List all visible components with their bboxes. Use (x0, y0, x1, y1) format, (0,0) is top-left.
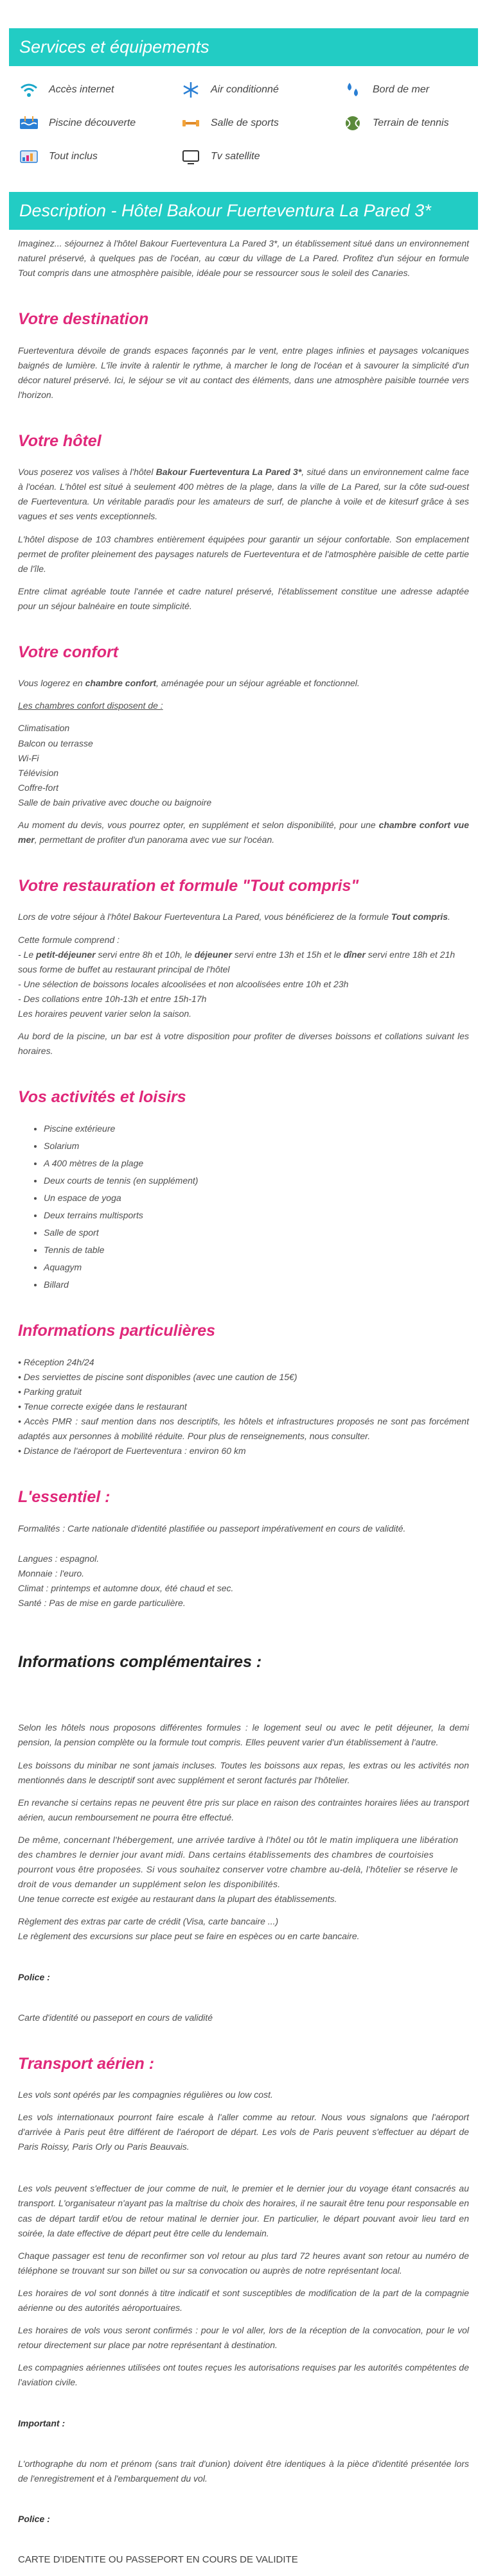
service-label: Tout inclus (49, 151, 98, 162)
page (0, 28, 487, 2568)
list-item: • Des serviettes de piscine sont disponibles (avec une caution de 15€) (18, 1371, 297, 1382)
all-inclusive-icon (18, 147, 40, 166)
complementary-p2: Les boissons du minibar ne sont jamais incluses. Toutes les boissons aux repas, les extras ou les activités non mentionnés dans le descriptif sont avec supplément et seront facturés par l'hôtelier. (18, 1759, 469, 1785)
comfort-feature: Climatisation (18, 723, 70, 734)
transport-p4: Chaque passager est tenu de reconfirmer son vol retour au plus tard 72 heures avant son retour au numéro de téléphone se trouvant sur son billet ou sur sa convocation ou auprès de notre représentant local. (18, 2250, 469, 2276)
pool-icon (18, 114, 40, 133)
snowflake-icon (180, 80, 202, 99)
formula-title: Cette formule comprend : (18, 934, 120, 945)
hotel-paragraph-2: L'hôtel dispose de 103 chambres entièrement équipées pour garantir un séjour confortable. Son emplacement permet de profiter pleinement des paysages naturels de Fuerteventura et de l'atmosphère paisible de cette partie de l'île. (18, 533, 469, 574)
comfort-feature: Wi-Fi (18, 752, 39, 763)
transport-p7: Les compagnies aériennes utilisées ont toutes reçues les autorisations requises par les autorités compétentes de l'aviation civile. (18, 2362, 469, 2388)
hotel-heading: Votre hôtel (18, 431, 102, 450)
activities-list (18, 1121, 469, 1293)
services-grid (9, 66, 478, 192)
list-item: • Solarium (44, 1139, 469, 1154)
service-label: Tv satellite (211, 151, 260, 162)
list-item: • Piscine extérieure (44, 1121, 469, 1136)
payment-line: Règlement des extras par carte de crédit (Visa, carte bancaire ...) (18, 1916, 279, 1927)
comfort-intro: Vous logerez en chambre confort, aménagée pour un séjour agréable et fonctionnel. (18, 678, 360, 689)
list-item: • Deux courts de tennis (en supplément) (44, 1173, 469, 1188)
service-label: Piscine découverte (49, 117, 136, 128)
description-content (9, 230, 478, 2568)
service-item (342, 114, 487, 133)
list-item: • A 400 mètres de la plage (44, 1156, 469, 1171)
police-label-2: Police : (18, 2513, 50, 2524)
list-item: • Tennis de table (44, 1243, 469, 1258)
comfort-heading: Votre confort (18, 643, 119, 661)
payment-line: Le règlement des excursions sur place peut se faire en espèces ou en carte bancaire. (18, 1931, 360, 1942)
restauration-heading: Votre restauration et formule "Tout compris" (18, 877, 359, 895)
comfort-upgrade: Au moment du devis, vous pourrez opter, en supplément et selon disponibilité, pour une chambre confort vue mer, permettant de profiter d'un panorama avec vue sur l'océan. (18, 820, 469, 845)
service-item (342, 80, 487, 99)
restauration-intro: Lors de votre séjour à l'hôtel Bakour Fuerteventura La Pared, vous bénéficierez de la formule Tout compris. (18, 912, 450, 922)
service-label: Bord de mer (373, 84, 430, 95)
destination-paragraph: Fuerteventura dévoile de grands espaces façonnés par le vent, entre plages infinies et paysages volcaniques baignés de lumière. L'île invite à ralentir le rythme, à marcher le long de l'océan et à savourer la simplicité d'un décor naturel préservé. Ici, le séjour se vit au contact des éléments, dans une atmosphère paisible tournée vers l'horizon. (18, 345, 469, 400)
list-item: Langues : espagnol. (18, 1553, 100, 1564)
tennis-ball-icon (342, 114, 364, 133)
bar-paragraph: Au bord de la piscine, un bar est à votre disposition pour profiter de diverses boissons et collations suivant les horaires. (18, 1031, 469, 1057)
transport-p3: Les vols peuvent s'effectuer de jour comme de nuit, le premier et le dernier jour du voyage étant consacrés au transport. L'organisateur n'ayant pas la maîtrise du choix des horaires, il ne saurait être tenu pour responsable en cas de départ tardif et/ou de retour matinal le dernier jour. En particulier, le départ pouvant avoir lieu tard en soirée, la date effective de départ peut être celle du lendemain. (18, 2183, 469, 2238)
list-item: • Deux terrains multisports (44, 1208, 469, 1223)
payment-block (18, 1914, 469, 1944)
activities-heading: Vos activités et loisirs (18, 1088, 186, 1107)
comfort-feature: Salle de bain privative avec douche ou baignoire (18, 797, 212, 808)
comfort-list-title: Les chambres confort disposent de : (18, 700, 163, 711)
transport-p5: Les horaires de vol sont donnés à titre indicatif et sont susceptibles de modification de la part de la compagnie aérienne ou des autorités aéroportuaires. (18, 2287, 469, 2313)
important-label: Important : (18, 2417, 66, 2428)
list-item: Climat : printemps et automne doux, été chaud et sec. (18, 1582, 234, 1593)
comfort-feature: Balcon ou terrasse (18, 738, 93, 748)
list-item: • Parking gratuit (18, 1386, 82, 1397)
formula-line: Les horaires peuvent varier selon la saison. (18, 1008, 192, 1019)
essential-heading: L'essentiel : (18, 1488, 111, 1507)
transport-p6: Les horaires de vols vous seront confirmés : pour le vol aller, lors de la réception de la convocation, pour le vol retour directement sur place par notre représentant à destination. (18, 2325, 469, 2351)
list-item: • Distance de l'aéroport de Fuerteventura : environ 60 km (18, 1446, 246, 1457)
transport-p2: Les vols internationaux pourront faire escale à l'aller comme au retour. Nous vous signalons que l'aéroport d'arrivée à Paris peut être différent de l'aéroport de départ. Les vols de Paris peuvent s'effectuer au départ de Paris Roissy, Paris Orly ou Paris Beauvais. (18, 2112, 469, 2152)
destination-heading: Votre destination (18, 310, 149, 329)
service-label: Terrain de tennis (373, 117, 449, 128)
comfort-feature: Coffre-fort (18, 782, 59, 793)
tv-icon (180, 147, 202, 166)
formula-line: - Des collations entre 10h-13h et entre 15h-17h (18, 993, 207, 1004)
list-item: • Accès PMR : sauf mention dans nos descriptifs, les hôtels et infrastructures proposés ne sont pas forcément adaptés aux personnes à mobilité réduite. Pour plus de renseignements, nous consulter. (18, 1416, 469, 1442)
formula-line: - Une sélection de boissons locales alcoolisées et non alcoolisées entre 10h et 23h (18, 978, 349, 989)
police-text: Carte d'identité ou passeport en cours de validité (18, 2012, 213, 2023)
police-label: Police : (18, 1971, 50, 1982)
important-text: L'orthographe du nom et prénom (sans trait d'union) doivent être identiques à la pièce d'identité présentée lors de l'enregistrement et à l'embarquement du vol. (18, 2458, 469, 2484)
transport-p1: Les vols sont opérés par les compagnies régulières ou low cost. (18, 2089, 273, 2100)
description-banner: Description - Hôtel Bakour Fuerteventura La Pared 3* (9, 192, 478, 230)
list-item: • Réception 24h/24 (18, 1356, 94, 1367)
service-item (180, 80, 342, 99)
formalities: Formalités : Carte nationale d'identité plastifiée ou passeport impérativement en cours de validité. (18, 1523, 406, 1534)
formula-list (18, 933, 469, 1022)
hotel-paragraph-1: Vous poserez vos valises à l'hôtel Bakour Fuerteventura La Pared 3*, situé dans un environnement calme face à l'océan. L'hôtel est situé à seulement 400 mètres de la plage, dans la ville de La Pared, sur la côte sud-ouest de Fuerteventura. Un véritable paradis pour les amateurs de surf, de planche à voile et de kitesurf grâce à ses vagues et ses vents exceptionnels. (18, 467, 470, 522)
hotel-paragraph-3: Entre climat agréable toute l'année et cadre naturel préservé, l'établissement constitue une adresse adaptée pour un séjour balnéaire en toute simplicité. (18, 585, 469, 611)
service-label: Air conditionné (211, 84, 279, 95)
dumbbell-icon (180, 114, 202, 133)
particular-heading: Informations particulières (18, 1322, 216, 1340)
list-item: Santé : Pas de mise en garde particulière. (18, 1598, 186, 1608)
complementary-p4b: Une tenue correcte est exigée au restaurant dans la plupart des établissements. (18, 1894, 337, 1905)
list-item: • Aquagym (44, 1260, 469, 1275)
intro-paragraph: Imaginez... séjournez à l'hôtel Bakour Fuerteventura La Pared 3*, un établissement situé dans un environnement naturel préservé, à quelques pas de l'océan, au cœur du village de La Pared. Profitez d'un séjour en formule Tout compris dans une atmosphère paisible, idéale pour se ressourcer sous le soleil des Canaries. (18, 238, 469, 279)
services-banner: Services et équipements (9, 28, 478, 66)
complementary-p4: De même, concernant l'hébergement, une arrivée tardive à l'hôtel ou tôt le matin impliquera une libération des chambres le dernier jour avant midi. Dans certains établissements des chambres de courtoisies pourront vous être proposées. Si vous souhaitez conserver votre chambre au-delà, l'hôtelier se réserve le droit de vous demander un supplément selon les disponibilités. (18, 1834, 459, 1890)
list-item: • Salle de sport (44, 1225, 469, 1240)
particular-list (18, 1355, 469, 1459)
service-label: Accès internet (49, 84, 114, 95)
police-text-2: CARTE D'IDENTITE OU PASSEPORT EN COURS DE VALIDITE (18, 2554, 298, 2565)
complementary-heading: Informations complémentaires : (18, 1653, 262, 1672)
list-item: • Billard (44, 1277, 469, 1292)
essential-list (18, 1552, 469, 1611)
complementary-p3: En revanche si certains repas ne peuvent être pris sur place en raison des contraintes horaires liées au transport aérien, aucun remboursement ne pourra être effectué. (18, 1797, 469, 1822)
service-item (180, 114, 342, 133)
service-item (18, 114, 180, 133)
service-item (180, 147, 342, 166)
complementary-p1: Selon les hôtels nous proposons différentes formules : le logement seul ou avec le petit déjeuner, la demi pension, la pension complète ou la formule tout compris. Elles peuvent varier d'un établissement à l'autre. (18, 1722, 469, 1748)
water-drops-icon (342, 80, 364, 99)
list-item: • Tenue correcte exigée dans le restaurant (18, 1401, 187, 1412)
list-item: • Un espace de yoga (44, 1191, 469, 1206)
complementary-p4-block (18, 1833, 469, 1906)
comfort-features (18, 721, 469, 810)
comfort-feature: Télévision (18, 767, 59, 778)
service-item (18, 80, 180, 99)
wifi-icon (18, 80, 40, 99)
service-item (18, 147, 180, 166)
service-label: Salle de sports (211, 117, 279, 128)
formula-line: - Le petit-déjeuner servi entre 8h et 10h, le déjeuner servi entre 13h et 15h et le dîner servi entre 18h et 21h sous forme de buffet au restaurant principal de l'hôtel (18, 949, 456, 974)
transport-heading: Transport aérien : (18, 2054, 155, 2073)
list-item: Monnaie : l'euro. (18, 1568, 85, 1578)
